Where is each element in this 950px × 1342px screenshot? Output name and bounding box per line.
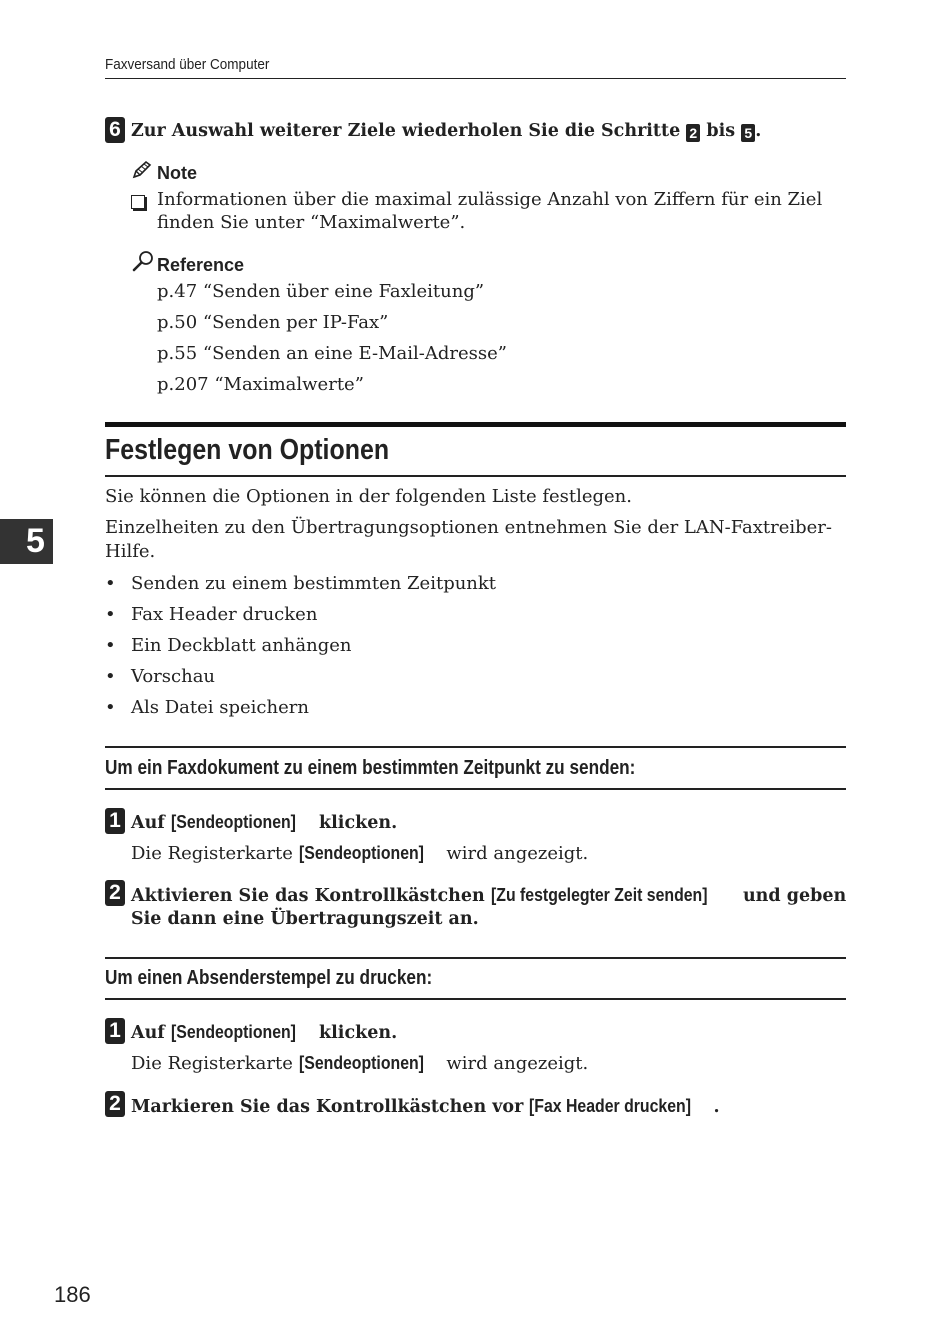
- page-number: 186: [54, 1282, 91, 1307]
- result-text-post: wird angezeigt.: [446, 843, 589, 864]
- bullet-marker: •: [105, 666, 116, 687]
- step-number-1: 1: [105, 1018, 125, 1044]
- step-number-6: 6: [105, 117, 125, 143]
- subsection-rule-top: [105, 957, 846, 959]
- chapter-tab: 5: [0, 519, 53, 564]
- section-detail-line-1: Einzelheiten zu den Übertragungsoptionen entnehmen Sie der LAN-Faxtreiber-: [105, 517, 832, 538]
- subsection-rule-bottom: [105, 788, 846, 790]
- bullet-item: Ein Deckblatt anhängen: [131, 635, 352, 656]
- step-text-pre: Aktivieren Sie das Kontrollkästchen: [131, 886, 485, 906]
- step-6-instruction: [131, 121, 761, 142]
- step-instruction: [131, 1022, 397, 1043]
- reference-link[interactable]: p.50 “Senden per IP-Fax”: [157, 312, 389, 333]
- step-text-post: und geben: [742, 886, 847, 906]
- section-rule-top: [105, 422, 846, 427]
- reference-link[interactable]: p.207 “Maximalwerte”: [157, 374, 364, 395]
- subsection-title: Um einen Absenderstempel zu drucken:: [105, 967, 433, 989]
- result-text-pre: Die Registerkarte: [131, 843, 293, 864]
- sendeoptionen-key[interactable]: [Sendeoptionen]: [170, 1022, 296, 1042]
- step-number-1: 1: [105, 808, 125, 834]
- bullet-marker: •: [105, 604, 116, 625]
- pencil-icon: [131, 160, 153, 180]
- step-number-2: 2: [105, 880, 125, 906]
- note-line-2: finden Sie unter “Maximalwerte”.: [157, 212, 466, 233]
- step-text-post: klicken.: [319, 813, 398, 833]
- bullet-item: Senden zu einem bestimmten Zeitpunkt: [131, 573, 497, 594]
- bullet-marker: •: [105, 573, 116, 594]
- step-instruction: [131, 1096, 720, 1117]
- step-6-mid: bis: [706, 121, 736, 141]
- section-title: Festlegen von Optionen: [105, 434, 390, 466]
- reference-link[interactable]: p.55 “Senden an eine E-Mail-Adresse”: [157, 343, 507, 364]
- note-title: Note: [157, 163, 197, 183]
- step-result: [131, 843, 588, 864]
- step-ref-to: 5: [741, 124, 755, 142]
- fax-header-drucken-checkbox[interactable]: [Fax Header drucken]: [529, 1096, 692, 1116]
- sendeoptionen-key[interactable]: [Sendeoptionen]: [170, 812, 296, 832]
- header-rule: [105, 78, 846, 79]
- subsection-rule-bottom: [105, 998, 846, 1000]
- note-line-1: Informationen über die maximal zulässige Anzahl von Ziffern für ein Ziel: [157, 189, 823, 210]
- running-header: Faxversand über Computer: [105, 56, 270, 73]
- zu-festgelegter-zeit-senden-checkbox[interactable]: [Zu festgelegter Zeit senden]: [490, 885, 708, 905]
- step-6-end: .: [755, 121, 762, 141]
- step-text-post: klicken.: [319, 1023, 398, 1043]
- bullet-item: Vorschau: [131, 666, 216, 687]
- step-instruction: [131, 812, 397, 833]
- sendeoptionen-tab-label: [Sendeoptionen]: [298, 843, 424, 863]
- step-instruction-line-2: Sie dann eine Übertragungszeit an.: [131, 909, 479, 929]
- bullet-item: Fax Header drucken: [131, 604, 318, 625]
- magnifier-icon: [131, 250, 155, 272]
- reference-title: Reference: [157, 255, 245, 275]
- step-ref-from: 2: [686, 124, 700, 142]
- section-rule-bottom: [105, 475, 846, 477]
- subsection-rule-top: [105, 746, 846, 748]
- reference-link[interactable]: p.47 “Senden über eine Faxleitung”: [157, 281, 485, 302]
- sendeoptionen-tab-label: [Sendeoptionen]: [298, 1053, 424, 1073]
- step-instruction: [131, 885, 846, 906]
- section-intro: Sie können die Optionen in der folgenden Liste festlegen.: [105, 486, 633, 507]
- step-text-pre: Auf: [131, 1023, 165, 1043]
- step-result: [131, 1053, 588, 1074]
- bullet-item: Als Datei speichern: [131, 697, 309, 718]
- result-text-post: wird angezeigt.: [446, 1053, 589, 1074]
- result-text-pre: Die Registerkarte: [131, 1053, 293, 1074]
- step-number-2: 2: [105, 1091, 125, 1117]
- step-text-pre: Markieren Sie das Kontrollkästchen vor: [131, 1097, 524, 1117]
- step-6-text: Zur Auswahl weiterer Ziele wiederholen Sie die Schritte: [131, 121, 681, 141]
- bullet-marker: •: [105, 697, 116, 718]
- step-text-post: .: [713, 1097, 720, 1117]
- section-detail-line-2: Hilfe.: [105, 541, 156, 562]
- subsection-title: Um ein Faxdokument zu einem bestimmten Zeitpunkt zu senden:: [105, 757, 636, 779]
- bullet-marker: •: [105, 635, 116, 656]
- step-text-pre: Auf: [131, 813, 165, 833]
- note-checkbox-bullet: [131, 195, 145, 209]
